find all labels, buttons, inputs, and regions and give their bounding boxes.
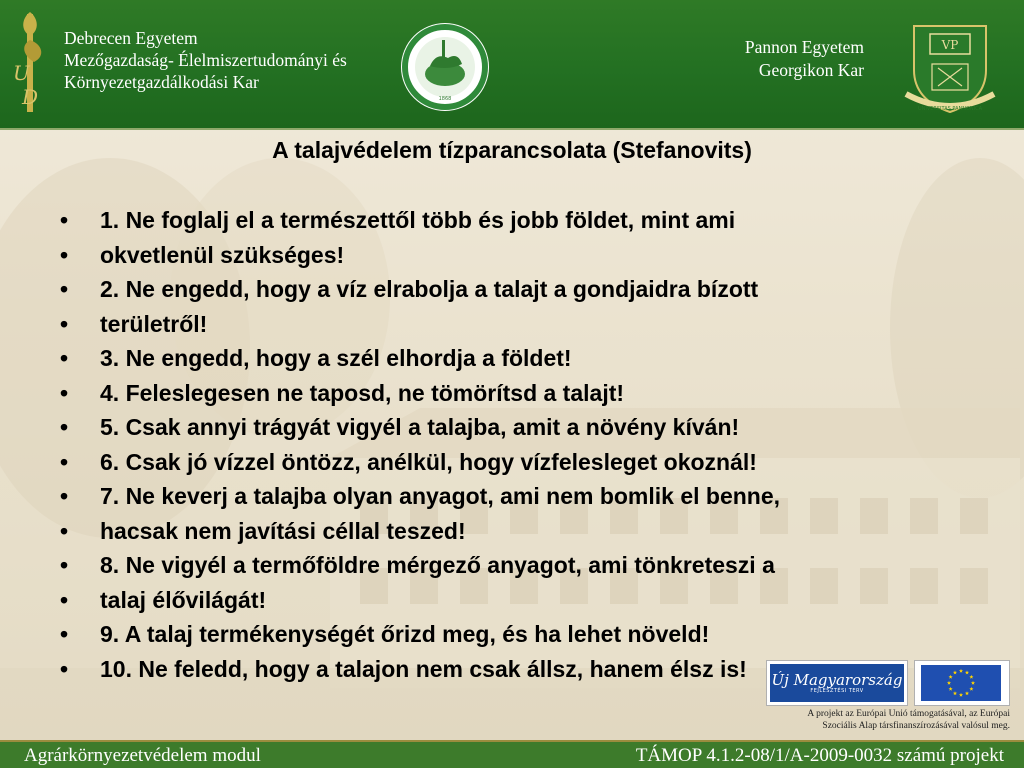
- list-item-text: 8. Ne vigyél a termőföldre mérgező anyagot, ami tönkreteszi a: [100, 552, 775, 578]
- list-item: [60, 341, 780, 376]
- slide-title: A talajvédelem tízparancsolata (Stefanovits): [272, 137, 752, 163]
- list-item-text: 2. Ne engedd, hogy a víz elrabolja a talajt a gondjaidra bízott: [100, 276, 759, 302]
- footer-project-id: TÁMOP 4.1.2-08/1/A-2009-0032 számú projekt: [635, 745, 1004, 766]
- crest-letters: VP: [941, 38, 959, 52]
- svg-text:D: D: [22, 85, 39, 109]
- bullet-marker: •: [60, 483, 69, 509]
- list-item-text: 4. Feleslegesen ne taposd, ne tömörítsd a talajt!: [100, 379, 625, 406]
- list-item-text: 9. A talaj termékenységét őrizd meg, és ha lehet növeld!: [100, 621, 710, 647]
- bullet-marker: •: [60, 310, 69, 337]
- list-item: [60, 514, 780, 549]
- header-banner: [0, 0, 1024, 130]
- crest-banner-text: UNIVERSITAS PANNONICA: [917, 106, 983, 112]
- ud-university-logo-icon: [8, 10, 52, 120]
- list-item: [60, 410, 780, 445]
- seal-year: 1868: [438, 96, 452, 102]
- uj-magyarorszag-text: Új Magyarország: [771, 671, 903, 689]
- list-item: [60, 479, 780, 514]
- bullet-marker: •: [60, 586, 69, 613]
- bullet-marker: •: [60, 276, 69, 302]
- bullet-marker: •: [60, 655, 69, 682]
- right-institution-name: Pannon Egyetem Georgikon Kar: [744, 37, 864, 80]
- list-item: [60, 238, 780, 273]
- list-item-text: okvetlenül szükséges!: [100, 241, 345, 268]
- uj-magyarorszag-subtext: FEJLESZTÉSI TERV: [810, 688, 864, 694]
- list-item-text: 10. Ne feledd, hogy a talajon nem csak állsz, hanem élsz is!: [100, 655, 747, 682]
- list-item-text: 6. Csak jó vízzel öntözz, anélkül, hogy vízfelesleget okoznál!: [100, 448, 757, 475]
- bullet-marker: •: [60, 517, 69, 544]
- bullet-marker: •: [60, 448, 69, 475]
- list-item: [60, 652, 780, 687]
- footer-module-name: Agrárkörnyezetvédelem modul: [24, 745, 261, 766]
- list-item: [60, 203, 780, 238]
- list-item: [60, 617, 780, 652]
- faculty-seal-icon: [400, 22, 490, 112]
- eu-flag-icon: [921, 665, 1001, 701]
- list-item: [60, 548, 780, 583]
- list-item: [60, 376, 780, 411]
- bullet-marker: •: [60, 241, 69, 268]
- list-item-text: 1. Ne foglalj el a természettől több és jobb földet, mint ami: [100, 207, 736, 233]
- eu-flag-logo: [914, 660, 1010, 706]
- list-item-text: 5. Csak annyi trágyát vigyél a talajba, amit a növény kíván!: [100, 414, 740, 440]
- list-item: [60, 583, 780, 618]
- list-item-text: 7. Ne keverj a talajba olyan anyagot, ami nem bomlik el benne,: [100, 483, 781, 509]
- list-item-text: talaj élővilágát!: [100, 586, 267, 613]
- list-item-text: területről!: [100, 310, 208, 337]
- funding-logos: [766, 660, 1010, 706]
- list-item-text: hacsak nem javítási céllal teszed!: [100, 517, 466, 544]
- left-institution-name: Debrecen Egyetem Mezőgazdaság- Élelmiszertudományi és Környezetgazdálkodási Kar: [64, 28, 347, 92]
- bullet-marker: •: [60, 207, 69, 233]
- bullet-marker: •: [60, 414, 69, 440]
- eu-funding-note: A projekt az Európai Unió támogatásával, az Európai Szociális Alap társfinanszírozásával valósul meg.: [807, 709, 1010, 731]
- svg-text:U: U: [13, 61, 30, 85]
- bullet-marker: •: [60, 552, 69, 578]
- list-item: [60, 307, 780, 342]
- bullet-marker: •: [60, 379, 69, 406]
- list-item: [60, 445, 780, 480]
- uj-magyarorszag-logo: [766, 660, 908, 706]
- ten-commandments-list: [60, 203, 780, 686]
- bullet-marker: •: [60, 621, 69, 647]
- list-item: [60, 272, 780, 307]
- pannon-university-crest-icon: [902, 18, 998, 116]
- footer-bar: [0, 740, 1024, 768]
- list-item-text: 3. Ne engedd, hogy a szél elhordja a földet!: [100, 345, 572, 371]
- bullet-marker: •: [60, 345, 69, 371]
